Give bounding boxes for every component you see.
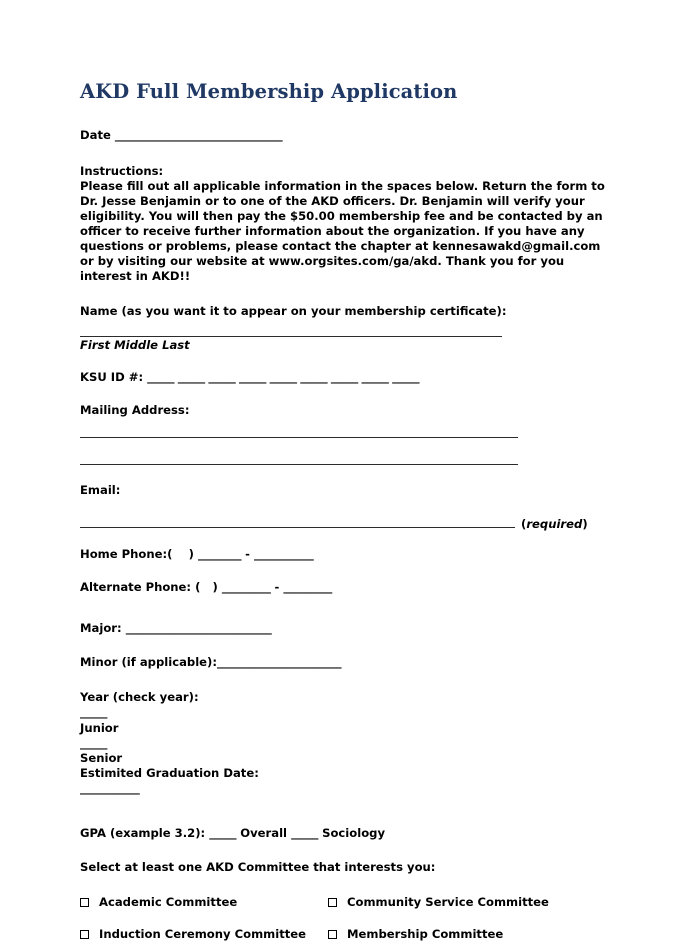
committee-option-label: Academic Committee <box>99 895 238 910</box>
home-phone-label: Home Phone:( <box>80 547 173 562</box>
gpa-overall-blank[interactable]: _____ <box>209 825 237 840</box>
name-field-label: Name (as you want it to appear on your membership certificate): <box>80 304 507 319</box>
year-row <box>80 690 610 765</box>
committee-option-label: Community Service Committee <box>347 895 549 910</box>
year-senior-blank[interactable]: _____ <box>80 735 107 750</box>
date-field-row <box>80 130 610 142</box>
committee-option-induction-ceremony[interactable] <box>80 926 328 941</box>
alternate-phone-blank-2[interactable]: _________ <box>283 579 332 594</box>
name-input-rule[interactable] <box>80 336 502 337</box>
alternate-phone-area-close: ) <box>212 579 218 594</box>
major-label: Major: <box>80 621 122 636</box>
date-blank[interactable]: _______________________________ <box>114 128 283 143</box>
email-required-note <box>521 519 588 531</box>
ksu-id-row <box>80 369 610 384</box>
committee-prompt: Select at least one AKD Committee that interests you: <box>80 860 436 875</box>
committee-option-membership[interactable] <box>328 926 610 941</box>
instructions-label: Instructions: <box>80 163 164 178</box>
year-label: Year (check year): <box>80 690 199 705</box>
page-title: AKD Full Membership Application <box>80 80 458 103</box>
major-blank[interactable]: ___________________________ <box>125 621 272 636</box>
home-phone-separator: - <box>245 547 250 562</box>
committee-option-label: Induction Ceremony Committee <box>99 926 307 941</box>
name-format-hint: First Middle Last <box>80 338 190 353</box>
alternate-phone-separator: - <box>274 579 280 594</box>
minor-blank[interactable]: _______________________ <box>216 654 342 669</box>
committee-option-community-service[interactable] <box>328 897 610 909</box>
committee-option-academic[interactable] <box>80 897 328 909</box>
form-content <box>80 80 610 940</box>
minor-row <box>80 654 610 669</box>
graduation-date-blank[interactable]: ___________ <box>80 780 140 795</box>
alternate-phone-label: Alternate Phone: ( <box>80 579 201 594</box>
home-phone-row <box>80 549 610 561</box>
alternate-phone-row <box>80 579 610 594</box>
committee-option-label: Membership Committee <box>347 926 504 941</box>
ksu-id-blanks[interactable]: _____ _____ _____ _____ _____ _____ _____ _____ _____ <box>147 369 420 384</box>
committee-options-grid <box>80 897 610 940</box>
gpa-overall-label: Overall <box>240 825 288 840</box>
checkbox-icon[interactable] <box>80 930 89 939</box>
year-senior-label: Senior <box>80 750 123 765</box>
instructions-body: Please fill out all applicable information in the spaces below. Return the form to Dr. Jesse Benjamin or to one of the AKD officers. Dr. Benjamin will verify your eligibility. You will then pay the $50.00 membership fee and be contacted by an officer to receive further information about the organization. If you have any questions or problems, please contact the chapter at kennesawakd@gmail.com or by visiting our website at www.orgsites.com/ga/akd. Thank you for you interest in AKD!! <box>80 179 605 284</box>
required-paren-open: ( <box>521 517 527 532</box>
home-phone-area-close: ) <box>188 547 194 562</box>
minor-label: Minor (if applicable): <box>80 654 217 669</box>
gpa-sociology-blank[interactable]: _____ <box>291 825 319 840</box>
mailing-address-rule-2[interactable] <box>80 464 518 465</box>
alternate-phone-blank-1[interactable]: _________ <box>221 579 271 594</box>
graduation-date-label: Estimited Graduation Date: <box>80 765 259 780</box>
instructions-block <box>80 164 607 285</box>
email-input-rule[interactable] <box>80 527 515 528</box>
gpa-sociology-label: Sociology <box>322 825 386 840</box>
major-row <box>80 623 610 635</box>
checkbox-icon[interactable] <box>328 930 337 939</box>
date-label: Date <box>80 128 111 143</box>
year-junior-label: Junior <box>80 720 119 735</box>
year-junior-blank[interactable]: _____ <box>80 705 107 720</box>
required-word: required <box>526 517 583 532</box>
year-block <box>80 690 610 795</box>
gpa-label: GPA (example 3.2): <box>80 825 206 840</box>
mailing-address-label: Mailing Address: <box>80 403 190 418</box>
email-input-row <box>80 516 610 532</box>
graduation-date-row <box>80 766 610 796</box>
required-paren-close: ) <box>582 517 588 532</box>
ksu-id-label: KSU ID #: <box>80 369 144 384</box>
home-phone-blank-1[interactable]: ________ <box>197 547 242 562</box>
address-line-spacer <box>80 438 610 464</box>
gpa-row <box>80 825 610 840</box>
home-phone-blank-2[interactable]: ___________ <box>254 547 314 562</box>
email-label: Email: <box>80 482 121 497</box>
